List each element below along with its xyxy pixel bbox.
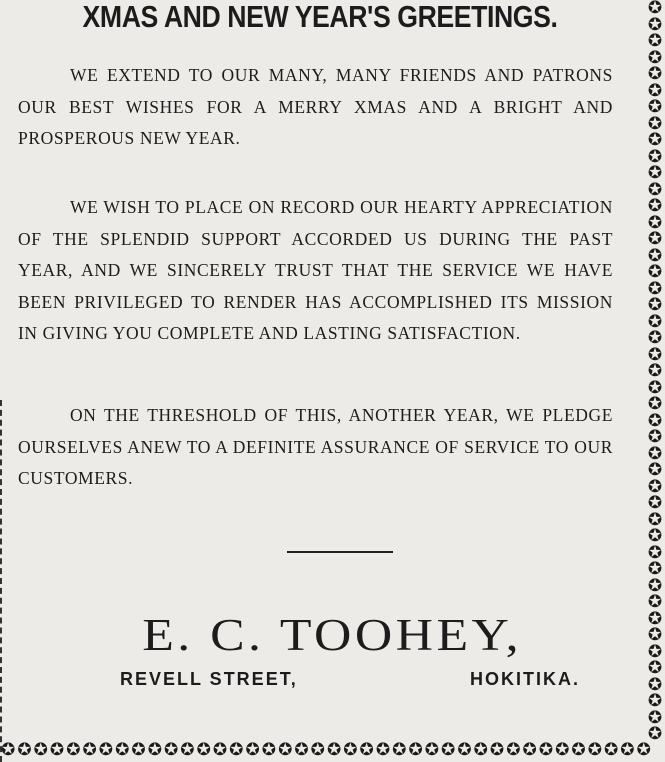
border-star-icon: ✪ [647, 493, 663, 513]
border-star-icon: ✪ [294, 739, 309, 760]
border-star-icon: ✪ [647, 229, 663, 249]
border-star-icon: ✪ [647, 443, 663, 464]
border-star-icon: ✪ [278, 739, 293, 760]
left-border-dashes [0, 400, 4, 762]
border-star-icon: ✪ [359, 739, 374, 760]
border-star-icon: ✪ [647, 64, 663, 84]
border-star-icon: ✪ [647, 509, 663, 530]
border-star-icon: ✪ [489, 739, 505, 760]
border-star-icon: ✪ [647, 295, 663, 315]
divider-rule [287, 551, 393, 553]
border-star-icon: ✪ [647, 526, 663, 546]
border-star-icon: ✪ [647, 179, 663, 200]
border-star-icon: ✪ [245, 739, 260, 760]
border-star-icon: ✪ [647, 410, 663, 431]
border-star-icon: ✪ [587, 739, 602, 760]
border-star-icon: ✪ [647, 163, 663, 183]
border-star-icon: ✪ [636, 739, 651, 760]
border-star-icon: ✪ [647, 625, 663, 645]
border-star-icon: ✪ [647, 592, 663, 612]
border-star-icon: ✪ [647, 460, 663, 480]
border-star-icon: ✪ [310, 739, 325, 760]
border-star-icon: ✪ [647, 542, 663, 563]
border-star-icon: ✪ [82, 739, 97, 760]
ad-heading: XMAS AND NEW YEAR'S GREETINGS. [82, 0, 558, 34]
border-star-icon: ✪ [647, 608, 663, 629]
border-star-icon: ✪ [647, 707, 663, 728]
border-star-icon: ✪ [647, 476, 663, 497]
border-star-icon: ✪ [147, 739, 162, 760]
border-star-icon: ✪ [647, 658, 663, 678]
border-star-icon: ✪ [571, 739, 586, 760]
border-star-icon: ✪ [647, 724, 663, 744]
border-star-icon: ✪ [647, 14, 663, 35]
bottom-ornamental-border [0, 738, 665, 762]
border-star-icon: ✪ [647, 278, 663, 299]
border-star-icon: ✪ [647, 311, 663, 332]
border-star-icon: ✪ [647, 575, 663, 596]
border-star-icon: ✪ [647, 674, 663, 695]
border-star-icon: ✪ [647, 559, 663, 579]
border-star-icon: ✪ [261, 739, 277, 760]
paragraph-appreciation: WE WISH TO PLACE ON RECORD OUR HEARTY APPRECIATION OF THE SPLENDID SUPPORT ACCORDED US DURING THE PAST YEAR, AND WE SINCERELY TRUST THAT THE SERVICE WE HAVE BEEN PRIVILEGED TO RENDER HAS ACCOMPLISHED ITS MISSION IN GIVING YOU COMPLETE AND LASTING SATISFACTION. [18, 197, 613, 344]
border-star-icon: ✪ [326, 739, 342, 760]
border-star-icon: ✪ [522, 739, 537, 760]
firm-name [0, 610, 665, 660]
border-star-icon: ✪ [647, 641, 663, 662]
paragraph-greetings: WE EXTEND TO OUR MANY, MANY FRIENDS AND PATRONS OUR BEST WISHES FOR A MERRY XMAS AND A BRIGHT AND PROSPEROUS NEW YEAR. [18, 65, 613, 149]
border-star-icon: ✪ [647, 0, 663, 18]
border-star-icon: ✪ [163, 739, 179, 760]
border-star-icon: ✪ [441, 739, 456, 760]
border-star-icon: ✪ [647, 146, 663, 167]
border-star-icon: ✪ [647, 31, 663, 51]
border-star-icon: ✪ [98, 739, 114, 760]
border-star-icon: ✪ [506, 739, 521, 760]
border-star-icon: ✪ [604, 739, 619, 760]
border-star-icon: ✪ [538, 739, 554, 760]
border-star-icon: ✪ [555, 739, 570, 760]
border-star-icon: ✪ [647, 262, 663, 282]
border-star-icon: ✪ [66, 739, 81, 760]
border-star-icon: ✪ [647, 113, 663, 134]
border-star-icon: ✪ [180, 739, 195, 760]
border-star-icon: ✪ [647, 80, 663, 101]
border-star-icon: ✪ [473, 739, 488, 760]
border-star-icon: ✪ [647, 328, 663, 348]
border-star-icon: ✪ [647, 130, 663, 150]
border-star-icon: ✪ [115, 739, 130, 760]
border-star-icon: ✪ [647, 377, 663, 398]
border-star-icon: ✪ [229, 739, 244, 760]
address-town: HOKITIKA. [470, 669, 580, 689]
border-star-icon: ✪ [131, 739, 146, 760]
border-star-icon: ✪ [647, 212, 663, 233]
border-star-icon: ✪ [647, 691, 663, 711]
border-star-icon: ✪ [620, 739, 635, 760]
border-star-icon: ✪ [408, 739, 423, 760]
border-star-icon: ✪ [647, 344, 663, 365]
border-star-icon: ✪ [343, 739, 358, 760]
address-street: REVELL STREET, [120, 669, 298, 689]
border-star-icon: ✪ [647, 97, 663, 117]
border-star-icon: ✪ [1, 739, 16, 760]
right-ornamental-border [645, 0, 665, 762]
border-star-icon: ✪ [392, 739, 407, 760]
firm-name-text: E. C. TOOHEY, [142, 610, 523, 660]
border-star-icon: ✪ [424, 739, 439, 760]
border-star-icon: ✪ [33, 739, 48, 760]
border-star-icon: ✪ [647, 361, 663, 381]
border-star-icon: ✪ [457, 739, 472, 760]
border-star-icon: ✪ [196, 739, 211, 760]
border-star-icon: ✪ [17, 739, 32, 760]
border-star-icon: ✪ [49, 739, 65, 760]
border-star-icon: ✪ [647, 427, 663, 447]
border-star-icon: ✪ [647, 245, 663, 266]
border-star-icon: ✪ [212, 739, 228, 760]
border-star-icon: ✪ [647, 394, 663, 414]
border-star-icon: ✪ [647, 47, 663, 68]
paragraph-pledge: ON THE THRESHOLD OF THIS, ANOTHER YEAR, WE PLEDGE OURSELVES ANEW TO A DEFINITE ASSURANCE OF SERVICE TO OUR CUSTOMERS. [18, 405, 613, 489]
border-star-icon: ✪ [375, 739, 391, 760]
border-star-icon: ✪ [647, 196, 663, 216]
